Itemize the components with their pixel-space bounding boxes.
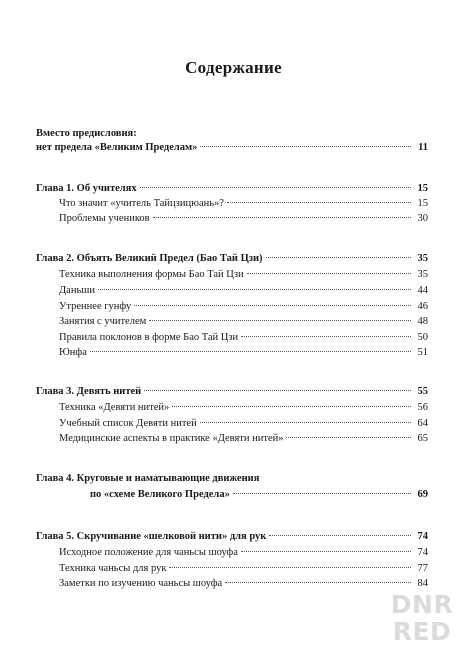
toc-entry-page: 74: [417, 547, 428, 558]
toc-entry-page: 64: [417, 418, 428, 429]
toc-entry-text: Утреннее гунфу: [59, 301, 132, 312]
toc-entry-page: 55: [417, 386, 428, 397]
toc-chapter: [36, 472, 428, 486]
toc-section: [59, 346, 428, 360]
toc-section: [59, 331, 428, 345]
toc-leader-dots: [286, 437, 411, 438]
toc-entry-page: 51: [417, 347, 428, 358]
toc-leader-dots: [266, 257, 411, 258]
toc-section: [59, 197, 428, 211]
toc-leader-dots: [90, 351, 411, 352]
toc-entry-text: Даньши: [59, 285, 95, 296]
toc-section: [59, 562, 428, 576]
toc-leader-dots: [169, 567, 411, 568]
toc-leader-dots: [227, 202, 411, 203]
toc-entry-text: Глава 3. Девять нитей: [36, 386, 142, 397]
toc-section: [59, 284, 428, 298]
watermark-line-1: DNR: [390, 590, 454, 619]
toc-entry-page: 50: [417, 332, 428, 343]
toc-section: [59, 432, 428, 446]
toc-leader-dots: [98, 289, 411, 290]
toc-entry-text: Проблемы учеников: [59, 213, 150, 224]
toc-section: [59, 268, 428, 282]
toc-chapter: [36, 252, 428, 266]
toc-entry-text: Глава 4. Круговые и наматывающие движения: [36, 473, 260, 484]
toc-entry-text: Глава 5. Скручивание «шелковой нити» для рук: [36, 531, 267, 542]
toc-entry-text: Техника чаньсы для рук: [59, 563, 167, 574]
toc-entry-page: 69: [417, 489, 428, 500]
watermark-line-2: RED: [392, 617, 452, 646]
toc-entry-text: Исходное положение для чаньсы шоуфа: [59, 547, 238, 558]
toc-entry-text: Юнфа: [59, 347, 87, 358]
toc-entry-page: 15: [417, 183, 428, 194]
toc-entry-text: Медицинские аспекты в практике «Девяти нитей»: [59, 433, 284, 444]
toc-leader-dots: [144, 390, 411, 391]
toc-entry-page: 48: [417, 316, 428, 327]
toc-leader-dots: [153, 217, 411, 218]
toc-entry-text: Глава 1. Об учителях: [36, 183, 137, 194]
toc-leader-dots: [134, 305, 411, 306]
toc-entry-text: Глава 2. Объять Великий Предел (Бао Тай Цзи): [36, 253, 263, 264]
toc-section: [59, 300, 428, 314]
toc-section: [59, 212, 428, 226]
toc-entry-page: 46: [417, 301, 428, 312]
toc-entry-text: Техника выполнения формы Бао Тай Цзи: [59, 269, 244, 280]
toc-entry-page: 56: [417, 402, 428, 413]
toc-leader-dots: [269, 535, 411, 536]
toc-section: [59, 315, 428, 329]
toc-entry-page: 35: [417, 253, 428, 264]
toc-entry-text: Техника «Девяти нитей»: [59, 402, 170, 413]
toc-chapter: [36, 182, 428, 196]
toc-entry-page: 35: [417, 269, 428, 280]
toc-section: [59, 577, 428, 591]
toc-entry-text: нет предела «Великим Пределам»: [36, 142, 198, 153]
toc-entry-page: 15: [417, 198, 428, 209]
toc-entry-text: Занятия с учителем: [59, 316, 147, 327]
toc-entry-text: Заметки по изучению чаньсы шоуфа: [59, 578, 223, 589]
toc-leader-dots: [225, 582, 411, 583]
toc-leader-dots: [149, 320, 411, 321]
toc-leader-dots: [247, 273, 411, 274]
toc-leader-dots: [241, 551, 411, 552]
toc-entry-text: Вместо предисловия:: [36, 128, 137, 139]
toc-entry-page: 74: [417, 531, 428, 542]
toc-chapter: [36, 530, 428, 544]
toc-leader-dots: [233, 493, 411, 494]
toc-leader-dots: [241, 336, 411, 337]
toc-entry-text: Правила поклонов в форме Бао Тай Цзи: [59, 332, 239, 343]
toc-chapter: [36, 385, 428, 399]
toc-leader-dots: [172, 406, 411, 407]
toc-entry-page: 30: [417, 213, 428, 224]
toc-entry-page: 65: [417, 433, 428, 444]
toc-leader-dots: [200, 422, 411, 423]
toc-chapter-continued: [90, 488, 428, 502]
toc-entry-page: 77: [417, 563, 428, 574]
toc-title: Содержание: [185, 58, 282, 77]
toc-section: [59, 401, 428, 415]
toc-entry-page: 44: [417, 285, 428, 296]
toc-entry: [36, 141, 428, 155]
toc-entry-page: 84: [417, 578, 428, 589]
toc-entry-text: Что значит «учитель Тайцзицюань»?: [59, 198, 224, 209]
toc-entry-text: по «схеме Великого Предела»: [90, 489, 230, 500]
toc-entry: [36, 127, 428, 141]
watermark-logo: [382, 591, 462, 645]
toc-leader-dots: [140, 187, 411, 188]
toc-entry-page: 11: [418, 142, 428, 153]
toc-section: [59, 417, 428, 431]
toc-section: [59, 546, 428, 560]
toc-leader-dots: [200, 146, 411, 147]
toc-entry-text: Учебный список Девяти нитей: [59, 418, 197, 429]
